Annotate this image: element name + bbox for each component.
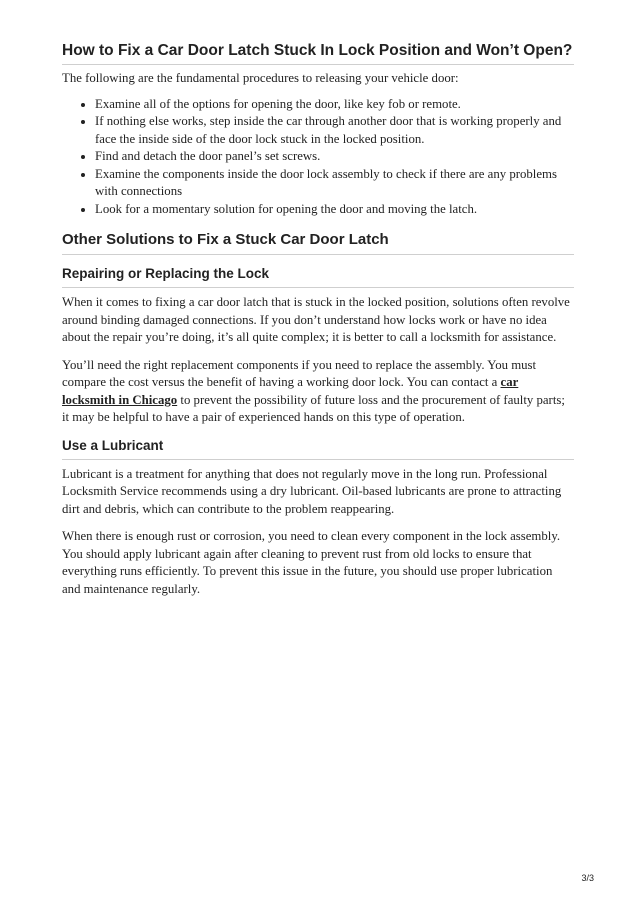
document-page	[62, 40, 574, 608]
repair-heading: Repairing or Replacing the Lock	[62, 265, 574, 288]
list-item: • Examine the components inside the door lock assembly to check if there are any problems with connections	[95, 166, 574, 201]
other-solutions-heading: Other Solutions to Fix a Stuck Car Door Latch	[62, 230, 574, 255]
car-locksmith-chicago-link[interactable]: car locksmith in Chicago	[62, 375, 519, 407]
list-item: • Examine all of the options for opening the door, like key fob or remote.	[95, 96, 574, 114]
repair-text-before-link: You’ll need the right replacement components if you need to replace the assembly. You must compare the cost versus the benefit of having a working door lock. You can contact a	[62, 357, 537, 389]
list-item: • If nothing else works, step inside the car through another door that is working properly and face the inside side of the door lock stuck in the locked position.	[95, 113, 574, 148]
repair-text-after-link: to prevent the possibility of future loss and the procurement of faulty parts; it may be helpful to have a pair of experienced hands on this type of operation.	[62, 392, 565, 424]
list-item: • Find and detach the door panel’s set screws.	[95, 148, 574, 166]
article-title: How to Fix a Car Door Latch Stuck In Lock Position and Won’t Open?	[62, 40, 574, 65]
lubricant-heading: Use a Lubricant	[62, 437, 574, 460]
repair-paragraph-2	[62, 357, 574, 427]
lubricant-paragraph-2: When there is enough rust or corrosion, you need to clean every component in the lock assembly. You should apply lubricant again after cleaning to prevent rust from old locks to ensure that everything runs efficiently. To prevent this issue in the future, you should use proper lubrication and maintenance regularly.	[62, 529, 561, 596]
list-item: • Look for a momentary solution for opening the door and moving the latch.	[95, 201, 574, 219]
repair-paragraph-1: When it comes to fixing a car door latch that is stuck in the locked position, solutions often revolve around binding damaged connections. If you don’t understand how locks work or have no idea about the repair you’re doing, it’s all quite complex; it is better to call a locksmith for assistance.	[62, 295, 570, 344]
steps-list	[62, 96, 574, 219]
page-number: 3/3	[581, 873, 594, 883]
intro-paragraph: The following are the fundamental procedures to releasing your vehicle door:	[62, 71, 459, 85]
lubricant-paragraph-1: Lubricant is a treatment for anything that does not regularly move in the long run. Professional Locksmith Service recommends using a dry lubricant. Oil-based lubricants are prone to attracting dirt and debris, which can contribute to the problem reappearing.	[62, 466, 562, 516]
